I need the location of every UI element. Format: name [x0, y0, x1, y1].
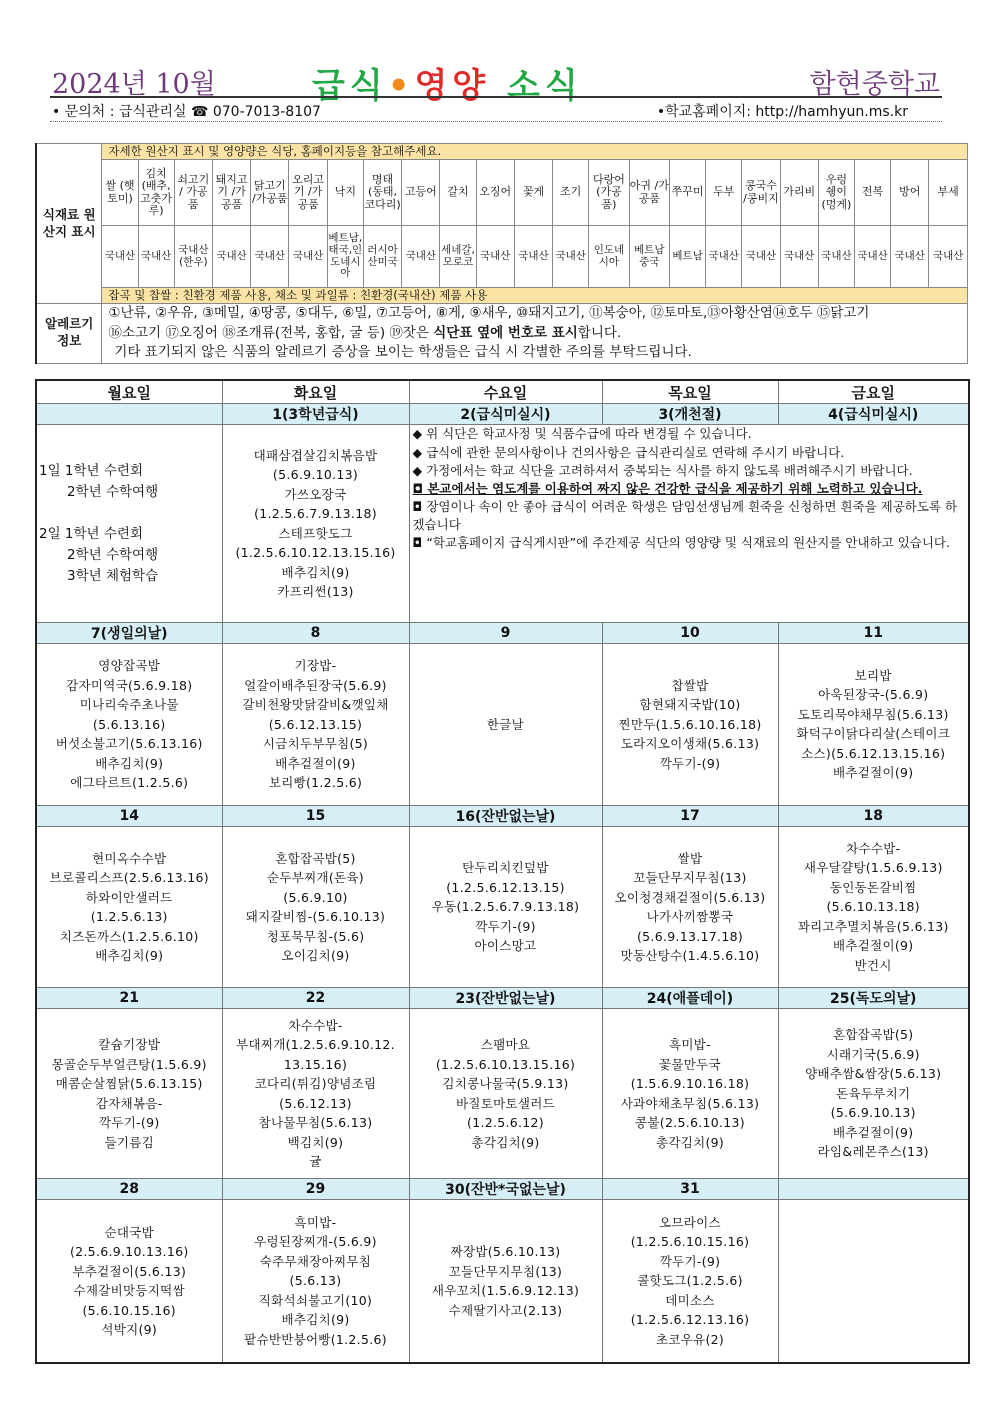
notice-2: ◆ 급식에 관한 문의사항이나 건의사항은 급식관리실로 연락해 주시기 바랍니다.	[412, 444, 845, 460]
origin-value-21: 국내산	[854, 226, 890, 288]
date-cell: 30(잔반*국없는날)	[409, 1178, 602, 1199]
origin-header-8: 명태 (동태, 코다리)	[363, 160, 401, 226]
menu-cell	[222, 644, 409, 805]
menu-item: 기장밥-	[294, 658, 337, 674]
menu-item: (5.6.9.13.17.18)	[637, 928, 743, 944]
menu-item: 배추겉절이(9)	[833, 1124, 914, 1140]
menu-item: 직화석쇠불고기(10)	[258, 1292, 373, 1308]
menu-item: 감자채볶음-	[95, 1095, 163, 1111]
date-row-week-1	[36, 404, 969, 425]
menu-item: 버섯소불고기(5.6.13.16)	[55, 736, 203, 752]
menu-item: (5.6.13)	[289, 1273, 342, 1289]
menu-item: 칼슘기장밥	[98, 1037, 161, 1053]
menu-item: (5.6.12.13.15)	[268, 716, 363, 732]
origin-header-3: 쇠고기 / 가공품	[174, 160, 212, 226]
menu-item: (1.2.5.6.10.15.16)	[630, 1234, 750, 1250]
menu-item: 데미소스	[665, 1292, 715, 1308]
date-cell	[36, 404, 222, 425]
origin-header-2: 김치 (배추, 고춧가루)	[138, 160, 174, 226]
menu-cell	[778, 1009, 969, 1178]
origin-value-4: 국내산	[212, 226, 250, 288]
allergy-line-2: ⑯소고기 ⑰오징어 ⑱조개류(전복, 홍합, 굴 등) ⑲잣은 식단표 옆에 번호로 표시합니다.	[108, 324, 622, 341]
menu-item: 보리밥	[854, 667, 892, 683]
menu-item: 총각김치(9)	[471, 1134, 540, 1150]
origin-value-17: 국내산	[706, 226, 742, 288]
menu-item: 탄두리치킨덮밥	[462, 860, 549, 876]
menu-item: 아이스망고	[474, 938, 537, 954]
notice-3: ◆ 가정에서는 학교 식단을 고려하셔서 중복되는 식사를 하지 않도록 배려해주시기 바랍니다.	[412, 462, 913, 478]
date-row-week-2	[36, 623, 969, 644]
date-cell: 31	[602, 1178, 778, 1199]
menu-item: 쌀밥	[677, 850, 703, 866]
menu-item: 카프리썬(13)	[277, 584, 354, 600]
menu-item: 아욱된장국-(5.6.9)	[818, 687, 929, 703]
menu-cell	[602, 644, 778, 805]
menu-item: (1.2.5.6.13)	[90, 909, 168, 924]
meal-notice	[409, 425, 969, 623]
menu-item: 배추겉절이(9)	[833, 938, 914, 954]
weekday-3: 수요일	[409, 380, 602, 404]
contact-divider	[50, 121, 942, 122]
origin-label: 식재료 원산지 표시	[36, 144, 102, 304]
menu-item: 순두부찌개(돈육)	[267, 870, 364, 885]
weekday-header-row	[36, 380, 969, 404]
menu-item: 화덕구이닭다리살(스테이크	[796, 726, 951, 742]
menu-item: (1.2.5.6.12.13.16)	[630, 1312, 750, 1328]
origin-value-13: 국내산	[553, 226, 589, 288]
origin-value-6: 국내산	[289, 226, 327, 288]
menu-calendar	[35, 379, 970, 1364]
menu-item: 라임&레몬주스(13)	[817, 1144, 929, 1160]
date-cell: 9	[409, 623, 602, 644]
menu-cell	[602, 1200, 778, 1364]
menu-item: 미나리숙주초나물	[79, 697, 179, 713]
menu-cell	[409, 644, 602, 805]
menu-item: 깍두기-(9)	[659, 1253, 721, 1269]
origin-header-15: 아귀 /가공품	[629, 160, 669, 226]
date-cell: 24(애플데이)	[602, 988, 778, 1009]
menu-item: 나가사끼짬뽕국	[646, 909, 734, 924]
menu-item: (1.2.5.6.10.12.13.15.16)	[235, 545, 396, 561]
menu-cell	[409, 1200, 602, 1364]
menu-item: 양배추쌈&쌈장(5.6.13)	[805, 1066, 942, 1082]
menu-cell	[602, 1009, 778, 1178]
origin-header-13: 조기	[553, 160, 589, 226]
menu-item: 몽골순두부얼큰탕(1.5.6.9)	[51, 1056, 207, 1072]
menu-item: 차수수밥-	[846, 840, 901, 856]
menu-cell	[602, 826, 778, 987]
menu-item: 갈비천왕맛닭갈비&깻잎채	[242, 697, 389, 713]
menu-item: 흑미밥-	[294, 1214, 337, 1230]
origin-value-12: 국내산	[514, 226, 552, 288]
menu-cell	[36, 644, 222, 805]
newsletter-title: 급식•영양 소식	[312, 66, 583, 106]
allergy-label: 알레르기 정보	[36, 304, 102, 364]
date-cell: 18	[778, 805, 969, 826]
menu-item: 들기름김	[104, 1134, 154, 1150]
menu-item: 흑미밥-	[669, 1037, 711, 1053]
menu-cell-oct-1	[222, 425, 409, 623]
origin-header-23: 부세	[929, 160, 968, 226]
origin-header-9: 고등어	[402, 160, 440, 226]
origin-header-20: 우렁 쉥이 (멍게)	[818, 160, 854, 226]
menu-item: 수제딸기사고(2.13)	[448, 1302, 563, 1318]
menu-row-week-4	[36, 1009, 969, 1178]
weekday-2: 화요일	[222, 380, 409, 404]
menu-item: (5.6.9.10)	[283, 889, 348, 905]
menu-item: 콜핫도그(1.2.5.6)	[637, 1273, 743, 1289]
menu-item: 수제갈비맛등지떡쌈	[73, 1283, 185, 1298]
menu-item: 찹쌀밥	[671, 677, 709, 693]
menu-item: 백김치(9)	[287, 1134, 344, 1150]
origin-value-2: 국내산	[138, 226, 174, 288]
menu-item: 참나물무침(5.6.13)	[258, 1115, 373, 1131]
menu-item: 돈육두루치기	[836, 1085, 911, 1101]
origin-allergy-table	[35, 143, 968, 364]
allergy-line-3: 기타 표기되지 않은 식품의 알레르기 증상을 보이는 학생들은 급식 시 각별한 주의를 부탁드립니다.	[114, 344, 692, 361]
menu-cell	[222, 1200, 409, 1364]
origin-top-note: 자세한 원산지 표시 및 영양량은 식당, 홈페이지등을 참고해주세요.	[102, 144, 968, 160]
origin-header-12: 꽃게	[514, 160, 552, 226]
origin-header-18: 콩국수 /콩비지	[742, 160, 780, 226]
year-month: 2024년 10월	[52, 69, 216, 100]
menu-item: 배추김치(9)	[281, 1312, 350, 1328]
origin-header-row	[36, 160, 968, 226]
menu-item: 초코우유(2)	[655, 1331, 725, 1347]
menu-cell	[36, 1200, 222, 1364]
date-cell: 29	[222, 1178, 409, 1199]
origin-value-22: 국내산	[891, 226, 929, 288]
menu-item: 깍두기-(9)	[659, 755, 721, 771]
menu-item: (5.6.10.13.18)	[826, 899, 920, 915]
menu-item: (5.6.10.15.16)	[82, 1302, 176, 1318]
menu-item: 배추김치(9)	[281, 564, 350, 580]
date-cell: 11	[778, 623, 969, 644]
origin-header-21: 전복	[854, 160, 890, 226]
menu-item: 맛동산탕수(1.4.5.6.10)	[620, 948, 760, 963]
date-cell: 23(잔반없는날)	[409, 988, 602, 1009]
date-cell: 2(급식미실시)	[409, 404, 602, 425]
origin-value-row	[36, 226, 968, 288]
menu-item: 꼬들단무지무침(13)	[448, 1263, 563, 1279]
weekday-1: 월요일	[36, 380, 222, 404]
origin-header-19: 가리비	[780, 160, 818, 226]
menu-item: (1.2.5.6.12.13.15)	[446, 879, 565, 895]
menu-item: 얼갈이배추된장국(5.6.9)	[244, 677, 387, 693]
menu-cell	[778, 644, 969, 805]
menu-item: 숙주무채장아찌무침	[259, 1253, 372, 1269]
menu-item: 우동(1.2.5.6.7.9.13.18)	[431, 899, 580, 915]
origin-header-1: 쌀 (햇토미)	[102, 160, 138, 226]
menu-item: 오이청경채겉절이(5.6.13)	[614, 889, 766, 905]
menu-item: 시금치두부무침(5)	[262, 736, 369, 752]
origin-value-23: 국내산	[929, 226, 968, 288]
menu-item: 보리빵(1.2.5.6)	[268, 775, 363, 791]
menu-item: 새우꼬치(1.5.6.9.12.13)	[431, 1283, 580, 1298]
menu-item: 매콤순살찜닭(5.6.13.15)	[55, 1076, 203, 1092]
menu-cell	[36, 1009, 222, 1178]
menu-item: 스테프핫도그	[278, 525, 353, 541]
origin-value-16: 베트남	[670, 226, 706, 288]
menu-item: 꽈리고추멸치볶음(5.6.13)	[797, 918, 949, 934]
menu-item: (1.2.5.6.10.13.15.16)	[435, 1056, 576, 1072]
menu-item: 오이김치(9)	[281, 948, 350, 963]
menu-item: 배추겉절이(9)	[275, 755, 356, 771]
monday-events: 1일 1학년 수련회 2학년 수학여행 2일 1학년 수련회 2학년 수학여행 3학년 체험학습	[36, 425, 222, 623]
date-row-week-5	[36, 1178, 969, 1199]
origin-header-16: 쭈꾸미	[670, 160, 706, 226]
weekday-4: 목요일	[602, 380, 778, 404]
menu-item: 현미옥수수밥	[92, 850, 167, 866]
date-cell: 14	[36, 805, 222, 826]
menu-cell	[778, 1200, 969, 1364]
date-cell: 22	[222, 988, 409, 1009]
menu-item: 깍두기-(9)	[475, 918, 536, 934]
menu-item: 13.15.16)	[283, 1056, 348, 1072]
menu-item: (2.5.6.9.10.13.16)	[69, 1244, 189, 1259]
date-cell: 15	[222, 805, 409, 826]
origin-header-5: 닭고기 /가공품	[251, 160, 289, 226]
origin-header-17: 두부	[706, 160, 742, 226]
menu-item: 콩불(2.5.6.10.13)	[635, 1115, 745, 1131]
menu-item: 하와이안샐러드	[85, 889, 173, 905]
menu-item: (1.5.6.9.10.16.18)	[630, 1076, 750, 1092]
origin-header-4: 돼지고기 /가공품	[212, 160, 250, 226]
menu-item: 부대찌개(1.2.5.6.9.10.12.	[236, 1037, 395, 1053]
origin-value-19: 국내산	[780, 226, 818, 288]
menu-item: 감자미역국(5.6.9.18)	[66, 677, 193, 693]
origin-value-8: 러시아 산미국	[363, 226, 401, 288]
menu-cell	[409, 1009, 602, 1178]
origin-value-10: 세네갈, 모로코	[440, 226, 476, 288]
menu-row-week-3	[36, 826, 969, 987]
menu-item: 동인동돈갈비찜	[829, 879, 917, 895]
date-row-week-3	[36, 805, 969, 826]
menu-item: (5.6.12.13)	[279, 1095, 352, 1111]
menu-item: 스팸마요	[480, 1037, 531, 1053]
menu-cell	[778, 826, 969, 987]
date-cell: 10	[602, 623, 778, 644]
origin-header-10: 갈치	[440, 160, 476, 226]
menu-item: 깍두기-(9)	[98, 1115, 160, 1131]
weekday-5: 금요일	[778, 380, 969, 404]
notice-6: ◘ “학교홈페이지 급식게시판”에 주간제공 식단의 영양량 및 식재료의 원산지를 안내하고 있습니다.	[412, 535, 950, 551]
menu-item: 코다리(튀김)양념조림	[254, 1076, 377, 1092]
menu-item: 찐만두(1.5.6.10.16.18)	[618, 716, 762, 732]
menu-item: 사과야채초무침(5.6.13)	[620, 1095, 760, 1111]
menu-item: (1.2.5.6.7.9.13.18)	[254, 506, 377, 522]
origin-value-7: 베트남, 태국,인도네시아	[327, 226, 363, 288]
notice-5: ◘ 장염이나 속이 안 좋아 급식이 어려운 학생은 담임선생님께 흰죽을 신청하면 흰죽을 제공하도록 하겠습니다	[412, 498, 958, 532]
menu-item: 꼬들단무지무침(13)	[633, 870, 747, 885]
menu-item: 순대국밥	[104, 1224, 154, 1240]
menu-row-week-2	[36, 644, 969, 805]
origin-bottom-note: 잡곡 및 찹쌀 : 친환경 제품 사용, 채소 및 과일류 : 친환경(국내산) 제품 사용	[102, 288, 968, 304]
origin-value-1: 국내산	[102, 226, 138, 288]
origin-value-11: 국내산	[476, 226, 514, 288]
date-cell	[778, 1178, 969, 1199]
menu-item: 차수수밥-	[288, 1017, 343, 1033]
date-cell: 1(3학년급식)	[222, 404, 409, 425]
menu-item: 청포묵무침-(5.6)	[266, 928, 365, 944]
origin-value-14: 인도네시아	[589, 226, 629, 288]
menu-item: 가쓰오장국	[284, 486, 347, 502]
origin-header-6: 오리고기 /가공품	[289, 160, 327, 226]
menu-item: (5.6.13.16)	[92, 716, 166, 732]
origin-header-22: 방어	[891, 160, 929, 226]
menu-item: 새우달걀탕(1.5.6.9.13)	[803, 860, 943, 876]
origin-value-9: 국내산	[402, 226, 440, 288]
date-row-week-4	[36, 988, 969, 1009]
menu-row-week-5	[36, 1200, 969, 1364]
menu-item: 대패삼겹살김치볶음밥	[253, 447, 378, 463]
date-cell: 28	[36, 1178, 222, 1199]
menu-item: 배추김치(9)	[95, 755, 164, 771]
menu-item: 혼합잡곡밥(5)	[275, 850, 356, 866]
homepage-link[interactable]: •학교홈페이지: http://hamhyun.ms.kr	[656, 104, 908, 120]
menu-item: 시래기국(5.6.9)	[826, 1046, 920, 1062]
menu-cell	[222, 826, 409, 987]
date-cell: 17	[602, 805, 778, 826]
origin-value-3: 국내산 (한우)	[174, 226, 212, 288]
menu-item: (5.6.9.10.13)	[272, 467, 359, 483]
menu-item: 치즈돈까스(1.2.5.6.10)	[59, 928, 199, 944]
menu-item: 한글날	[486, 716, 525, 732]
menu-item: 짜장밥(5.6.10.13)	[450, 1244, 561, 1259]
menu-item: 영양잡곡밥	[98, 658, 161, 674]
menu-item: 바질토마토샐러드	[455, 1095, 555, 1111]
menu-item: 도라지오이생채(5.6.13)	[620, 736, 760, 752]
menu-item: 돼지갈비찜-(5.6.10.13)	[245, 909, 386, 924]
menu-item: 김치콩나물국(5.9.13)	[442, 1076, 569, 1092]
menu-item: 에그타르트(1.2.5.6)	[70, 775, 189, 791]
origin-header-11: 오징어	[476, 160, 514, 226]
date-cell: 7(생일의날)	[36, 623, 222, 644]
contact-info: • 문의처 : 급식관리실 ☎ 070-7013-8107	[52, 104, 321, 120]
menu-cell	[409, 826, 602, 987]
date-cell: 3(개천절)	[602, 404, 778, 425]
school-name: 함현중학교	[809, 69, 940, 100]
menu-item: 총각김치(9)	[655, 1134, 725, 1150]
menu-item: 도토리묵야채무침(5.6.13)	[797, 706, 949, 722]
menu-item: (1.2.5.6.12)	[467, 1115, 544, 1131]
menu-item: 오므라이스	[659, 1214, 721, 1230]
menu-item: 팥슈반반붕어빵(1.2.5.6)	[244, 1331, 387, 1347]
menu-item: 귤	[309, 1154, 322, 1170]
date-cell: 8	[222, 623, 409, 644]
menu-item: 브로콜리스프(2.5.6.13.16)	[49, 870, 209, 885]
menu-item: 함현돼지국밥(10)	[639, 697, 741, 713]
menu-item: 배추겉절이(9)	[833, 765, 914, 781]
menu-item: 부추겉절이(5.6.13)	[72, 1263, 187, 1279]
origin-value-18: 국내산	[742, 226, 780, 288]
menu-item: 반건시	[854, 957, 892, 973]
menu-item: 석박지(9)	[101, 1322, 158, 1337]
date-cell: 16(잔반없는날)	[409, 805, 602, 826]
origin-value-5: 국내산	[251, 226, 289, 288]
menu-item: 소스)(5.6.12.13.15.16)	[801, 745, 946, 761]
origin-header-7: 낙지	[327, 160, 363, 226]
allergy-line-1: ①난류, ②우유, ③메밀, ④땅콩, ⑤대두, ⑥밀, ⑦고등어, ⑧게, ⑨새우, ⑩돼지고기, ⑪복숭아, ⑫토마토,⑬아황산염⑭호두 ⑮닭고기	[108, 305, 870, 321]
origin-value-15: 베트남 중국	[629, 226, 669, 288]
origin-value-20: 국내산	[818, 226, 854, 288]
menu-item: 배추김치(9)	[95, 948, 164, 963]
menu-cell	[222, 1009, 409, 1178]
allergy-info	[102, 304, 968, 364]
menu-item: 혼합잡곡밥(5)	[833, 1027, 914, 1043]
date-cell: 4(급식미실시)	[778, 404, 969, 425]
notice-1: ◆ 위 식단은 학교사정 및 식품수급에 따라 변경될 수 있습니다.	[412, 426, 752, 442]
menu-cell	[36, 826, 222, 987]
date-cell: 25(독도의날)	[778, 988, 969, 1009]
menu-item: (5.6.9.10.13)	[830, 1105, 916, 1121]
menu-item: 우렁된장찌개-(5.6.9)	[254, 1234, 377, 1250]
date-cell: 21	[36, 988, 222, 1009]
menu-item: 꽃물만두국	[659, 1056, 721, 1072]
notice-4: ◘ 본교에서는 염도계를 이용하여 짜지 않은 건강한 급식을 제공하기 위해 노력하고 있습니다.	[412, 480, 923, 496]
origin-header-14: 다랑어(가공품)	[589, 160, 629, 226]
header-divider	[50, 96, 942, 98]
